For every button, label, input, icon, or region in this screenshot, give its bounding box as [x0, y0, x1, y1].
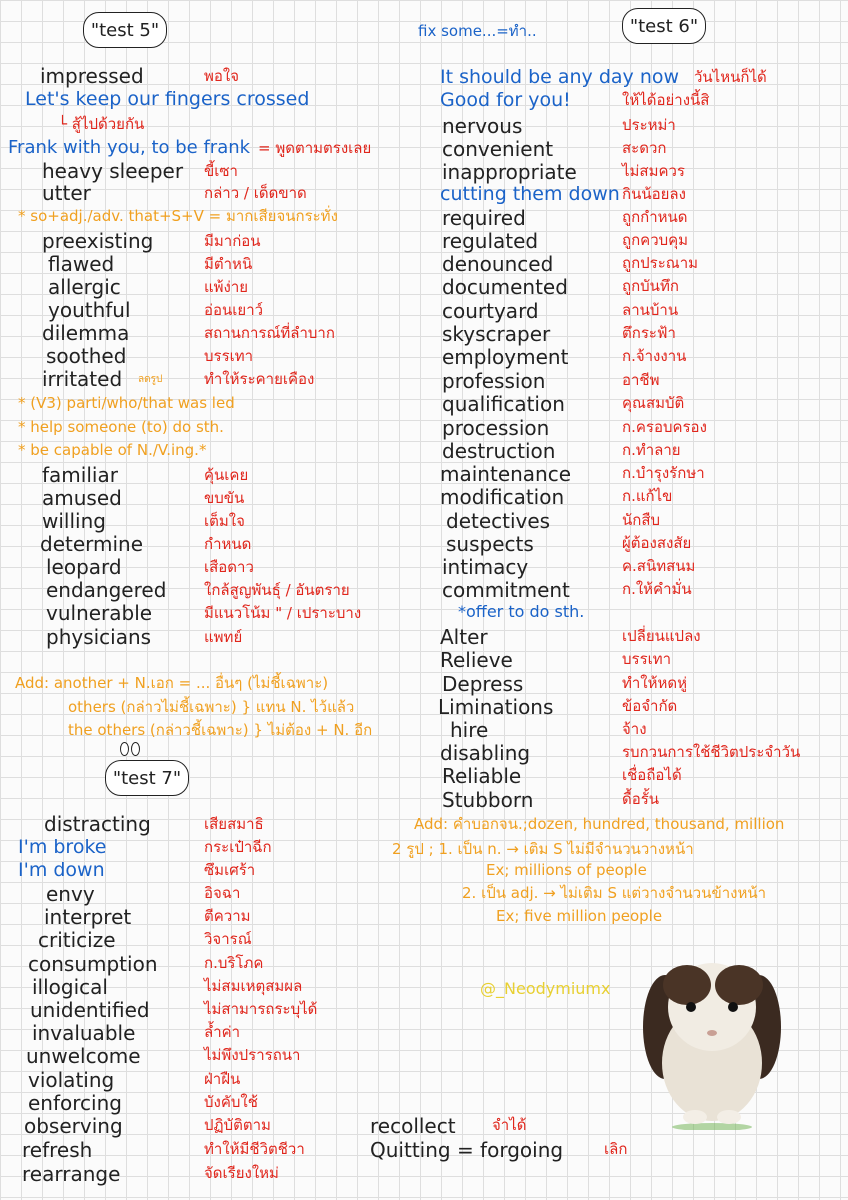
word-en: preexisting — [42, 229, 154, 253]
note-top: fix some...=ทำ.. — [418, 22, 537, 40]
word-en: determine — [40, 532, 144, 556]
word-en: flawed — [48, 252, 115, 276]
phrase-th: ให้ได้อย่างนี้สิ — [622, 91, 710, 109]
word-en: courtyard — [442, 299, 539, 323]
word-th: ถูกประณาม — [622, 254, 699, 272]
phrase-en: It should be any day now — [440, 66, 680, 88]
word-th: ก.ให้คำมั่น — [622, 580, 692, 598]
word-th: กำหนด — [204, 535, 252, 553]
word-th: อ่อนเยาว์ — [204, 301, 264, 319]
add-note: Add: คำบอกจน.;dozen, hundred, thousand, million — [414, 815, 785, 833]
word-th: เลิก — [604, 1140, 628, 1158]
word-th: ขบขัน — [204, 489, 245, 507]
add-note: the others (กล่าวชี้เฉพาะ) } ไม่ต้อง + N. อีก — [68, 721, 373, 739]
word-en: nervous — [442, 114, 523, 138]
word-en: intimacy — [442, 555, 529, 579]
word-en: maintenance — [440, 462, 572, 486]
word-en: vulnerable — [46, 601, 153, 625]
word-th: ไม่สมควร — [622, 162, 685, 180]
word-th: ล้ำค่า — [204, 1023, 241, 1041]
word-th: ขี้เซา — [204, 162, 238, 180]
word-en: leopard — [46, 555, 122, 579]
word-th: ถูกกำหนด — [622, 208, 688, 226]
word-th: ตีความ — [204, 907, 251, 925]
word-en: dilemma — [42, 321, 130, 345]
word-th: วิจารณ์ — [204, 930, 252, 948]
word-en: disabling — [440, 741, 531, 765]
word-en: Depress — [442, 672, 524, 696]
add-note: Ex; millions of people — [486, 861, 647, 879]
watermark: @_Neodymiumx — [480, 979, 611, 998]
grammar-note: * help someone (to) do sth. — [18, 418, 224, 436]
word-th: จำได้ — [492, 1116, 527, 1134]
word-th: แพ้ง่าย — [204, 278, 249, 296]
word-th: ถูกบันทึก — [622, 277, 679, 295]
word-en: interpret — [44, 905, 132, 929]
word-th: ทำให้ระคายเคือง — [204, 370, 315, 388]
word-th: อิจฉา — [204, 884, 241, 902]
badge-test6: "test 6" — [622, 8, 706, 44]
phrase-th: └ สู้ไปด้วยกัน — [58, 115, 145, 133]
word-en: observing — [24, 1114, 123, 1138]
phrase-en: Frank with you, to be frank — [8, 137, 251, 158]
word-en: Alter — [440, 625, 488, 649]
word-en: impressed — [40, 64, 144, 88]
word-en: envy — [46, 882, 95, 906]
word-th: บรรเทา — [204, 347, 254, 365]
word-th: ทำให้หดหู่ — [622, 674, 688, 692]
word-th: รบกวนการใช้ชีวิตประจำวัน — [622, 743, 801, 761]
word-th: คุ้นเคย — [204, 466, 249, 484]
word-th: ก.ครอบครอง — [622, 418, 707, 436]
word-en: inappropriate — [442, 160, 577, 184]
word-en: familiar — [42, 463, 118, 487]
word-th: บรรเทา — [622, 650, 672, 668]
word-th: ซึมเศร้า — [204, 861, 256, 879]
word-en: hire — [450, 718, 489, 742]
grammar-note: * so+adj./adv. that+S+V = มากเสียจนกระทั่ง — [18, 207, 338, 225]
word-th: ไม่สมเหตุสมผล — [204, 977, 303, 995]
add-note: Add: another + N.เอก = ... อื่นๆ (ไม่ชี้เฉพาะ) — [15, 674, 329, 692]
word-th: มีแนวโน้ม " / เปราะบาง — [204, 604, 362, 622]
add-note: 2. เป็น adj. → ไม่เติม S แต่วางจำนวนข้างหน้า — [462, 884, 767, 902]
phrase-th: วันไหนก็ได้ — [694, 68, 767, 86]
word-th: ปฏิบัติตาม — [204, 1116, 271, 1134]
word-th: เต็มใจ — [204, 512, 245, 530]
word-en: denounced — [442, 252, 554, 276]
word-en: employment — [442, 345, 569, 369]
word-th: จ้าง — [622, 720, 647, 738]
word-th: อาชีพ — [622, 371, 660, 389]
word-en: Relieve — [440, 648, 513, 672]
word-en: irritated — [42, 367, 123, 391]
word-en: willing — [42, 509, 106, 533]
word-th: ค.สนิทสนม — [622, 557, 696, 575]
word-th: คุณสมบัติ — [622, 394, 685, 412]
add-note: 2 รูป ; 1. เป็น n. → เติม S ไม่มีจำนวนวางหน้า — [392, 840, 694, 858]
word-th: ก.บริโภค — [204, 954, 264, 972]
word-en: enforcing — [28, 1091, 122, 1115]
word-th: ผู้ต้องสงสัย — [622, 534, 692, 552]
word-en: utter — [42, 181, 91, 205]
word-en: distracting — [44, 812, 151, 836]
word-en: destruction — [442, 439, 556, 463]
word-th: ก.ทำลาย — [622, 441, 681, 459]
add-note: others (กล่าวไม่ชี้เฉพาะ) } แทน N. ไว้แล้ว — [68, 698, 355, 716]
word-th: นักสืบ — [622, 511, 661, 529]
word-th: กระเป๋าฉีก — [204, 838, 272, 856]
phrase-en: I'm broke — [18, 836, 107, 858]
phrase-th: กินน้อยลง — [622, 185, 686, 203]
word-en: illogical — [32, 975, 108, 999]
word-th: ดื้อรั้น — [622, 790, 660, 808]
word-th: ทำให้มีชีวิตชีวา — [204, 1140, 305, 1158]
word-en: soothed — [46, 344, 127, 368]
word-en: unwelcome — [26, 1044, 141, 1068]
word-en: required — [442, 206, 526, 230]
word-th: ก.จ้างงาน — [622, 347, 687, 365]
word-th: ลานบ้าน — [622, 301, 679, 319]
word-en: violating — [28, 1068, 115, 1092]
word-en: endangered — [46, 578, 167, 602]
word-en: modification — [440, 485, 565, 509]
word-en: allergic — [48, 275, 121, 299]
phrase-en: I'm down — [18, 859, 105, 881]
word-th: เชื่อถือได้ — [622, 766, 682, 784]
word-th: มีมาก่อน — [204, 232, 261, 250]
word-en: detectives — [446, 509, 551, 533]
word-en: Reliable — [442, 764, 522, 788]
word-th: สถานการณ์ที่ลำบาก — [204, 324, 335, 342]
word-en: procession — [442, 416, 550, 440]
word-th: จัดเรียงใหม่ — [204, 1164, 279, 1182]
word-en: amused — [42, 486, 122, 510]
word-th: ไม่สามารถระบุได้ — [204, 1000, 318, 1018]
rabbit-photo — [637, 945, 787, 1130]
phrase-en: Good for you! — [440, 89, 571, 111]
word-en: qualification — [442, 392, 565, 416]
word-en: suspects — [446, 532, 534, 556]
phrase-th: = พูดตามตรงเลย — [258, 139, 372, 157]
word-en: physicians — [46, 625, 152, 649]
word-th: เปลี่ยนแปลง — [622, 627, 701, 645]
word-en: rearrange — [22, 1162, 121, 1186]
badge-test5: "test 5" — [83, 12, 167, 48]
bunny-ear-icon — [131, 742, 140, 756]
word-th: บังคับใช้ — [204, 1093, 258, 1111]
word-th: สะดวก — [622, 139, 667, 157]
word-th: พอใจ — [204, 67, 240, 85]
badge-test7: "test 7" — [105, 760, 189, 796]
word-en: Quitting = forgoing — [370, 1138, 564, 1162]
word-en: convenient — [442, 137, 554, 161]
word-en: criticize — [38, 928, 116, 952]
word-en: skyscraper — [442, 322, 551, 346]
word-en: regulated — [442, 229, 539, 253]
word-en: profession — [442, 369, 546, 393]
word-th: แพทย์ — [204, 628, 243, 646]
phrase-en: cutting them down — [440, 183, 620, 205]
word-en: youthful — [48, 298, 131, 322]
phrase-en: Let's keep our fingers crossed — [25, 88, 310, 110]
word-en: Stubborn — [442, 788, 534, 812]
word-th: เสือดาว — [204, 558, 254, 576]
word-th: ถูกควบคุม — [622, 231, 689, 249]
grammar-note: *offer to do sth. — [458, 602, 585, 621]
word-en: refresh — [22, 1138, 93, 1162]
word-th: ใกล้สูญพันธุ์ / อันตราย — [204, 581, 350, 599]
grammar-note: * (V3) parti/who/that was led — [18, 394, 235, 412]
word-th: ตึกระฟ้า — [622, 324, 676, 342]
word-th: ประหม่า — [622, 116, 676, 134]
word-en: heavy sleeper — [42, 159, 184, 183]
word-th: เสียสมาธิ — [204, 815, 264, 833]
bunny-ear-icon — [120, 742, 129, 756]
word-en: recollect — [370, 1114, 456, 1138]
word-en: consumption — [28, 952, 158, 976]
grammar-note: * be capable of N./V.ing.* — [18, 441, 207, 459]
word-th: ข้อจำกัด — [622, 697, 678, 715]
word-en: Liminations — [438, 695, 554, 719]
add-note: Ex; five million people — [496, 907, 663, 925]
word-th: มีตำหนิ — [204, 255, 253, 273]
word-en: invaluable — [32, 1021, 136, 1045]
small-note: ลดรูป — [138, 374, 163, 385]
word-th: กล่าว / เด็ดขาด — [204, 184, 307, 202]
word-th: ก.แก้ไข — [622, 487, 673, 505]
word-en: unidentified — [30, 998, 150, 1022]
word-th: ฝ่าฝืน — [204, 1070, 241, 1088]
word-th: ก.บำรุงรักษา — [622, 464, 705, 482]
word-th: ไม่พึงปรารถนา — [204, 1046, 301, 1064]
word-en: documented — [442, 275, 568, 299]
word-en: commitment — [442, 578, 570, 602]
